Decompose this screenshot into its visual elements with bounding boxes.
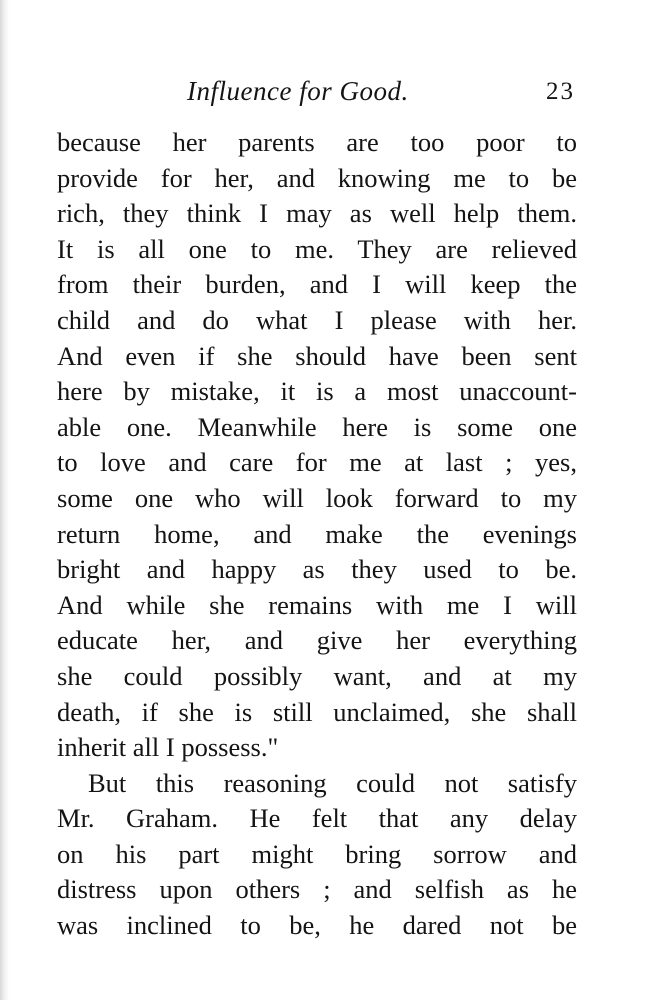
text-line: It is all one to me. They are relieved (57, 233, 577, 264)
text-line: some one who will look forward to my (57, 482, 577, 513)
text-line: educate her, and give her everything (57, 625, 577, 656)
text-line: child and do what I please with her. (57, 304, 577, 335)
page-gutter-edge (0, 0, 9, 1000)
text-line: to love and care for me at last ; yes, (57, 447, 577, 478)
text-line: provide for her, and knowing me to be (57, 162, 577, 193)
text-line: was inclined to be, he dared not be (57, 910, 577, 941)
body-text (57, 125, 577, 944)
text-line: And while she remains with me I will (57, 589, 577, 620)
text-line: Mr. Graham. He felt that any delay (57, 803, 577, 834)
text-line: she could possibly want, and at my (57, 660, 577, 691)
text-line: inherit all I possess." (57, 732, 279, 763)
text-line: distress upon others ; and selfish as he (57, 874, 577, 905)
text-line: able one. Meanwhile here is some one (57, 411, 577, 442)
text-line: death, if she is still unclaimed, she shall (57, 696, 577, 727)
text-line: bright and happy as they used to be. (57, 554, 577, 585)
page-number: 23 (546, 78, 575, 105)
paragraph-2 (57, 766, 577, 944)
paragraph-1 (57, 125, 577, 766)
text-line: from their burden, and I will keep the (57, 269, 577, 300)
text-line: rich, they think I may as well help them. (57, 198, 577, 229)
text-line: on his part might bring sorrow and (57, 838, 577, 869)
text-line: here by mistake, it is a most unaccount- (57, 376, 577, 407)
running-head (57, 76, 577, 110)
text-line: return home, and make the evenings (57, 518, 577, 549)
text-line: And even if she should have been sent (57, 340, 577, 371)
running-head-title: Influence for Good. (187, 76, 409, 106)
text-line: because her parents are too poor to (57, 127, 577, 157)
text-line: But this reasoning could not satisfy (88, 767, 577, 798)
